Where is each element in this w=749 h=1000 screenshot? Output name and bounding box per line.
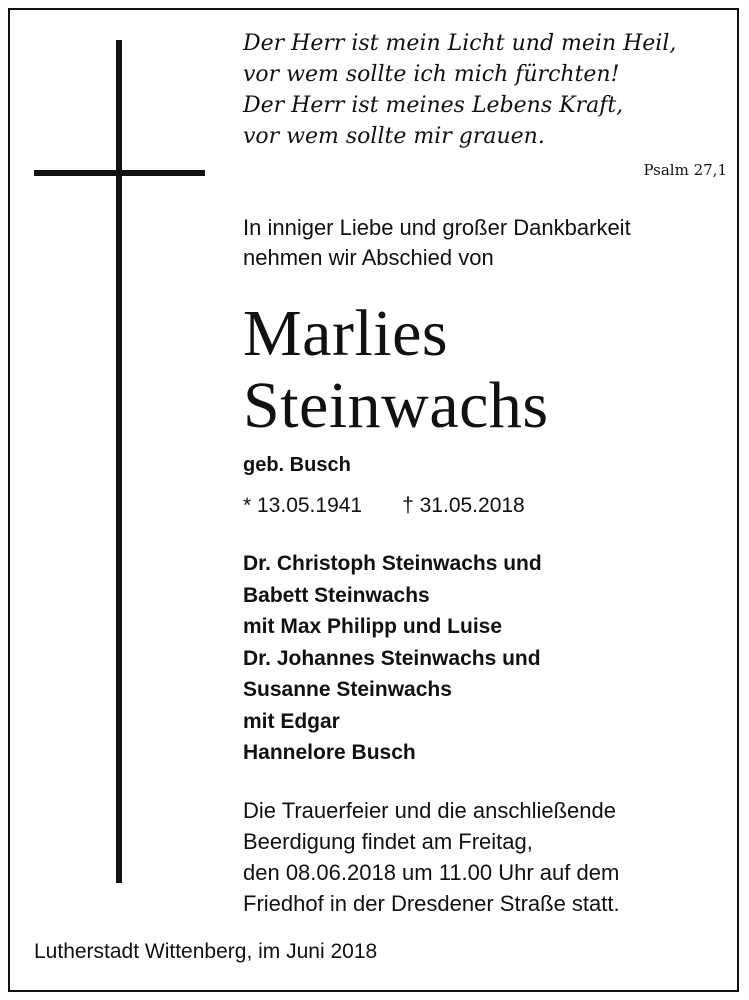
verse-line: vor wem sollte ich mich fürchten! — [243, 62, 620, 87]
mourner-line: Dr. Johannes Steinwachs und — [243, 646, 541, 670]
deceased-name — [243, 298, 549, 442]
funeral-line: Die Trauerfeier und die anschließende — [243, 798, 617, 823]
first-name: Marlies — [243, 297, 449, 370]
cross-vertical-bar — [116, 40, 122, 883]
maiden-name: geb. Busch — [243, 454, 351, 476]
verse-line: Der Herr ist mein Licht und mein Heil, — [243, 31, 677, 56]
funeral-line: Beerdigung findet am Freitag, — [243, 829, 533, 854]
verse-line: vor wem sollte mir grauen. — [243, 124, 545, 149]
bible-verse — [243, 28, 723, 152]
verse-source: Psalm 27,1 — [643, 161, 727, 179]
mourners-list — [243, 548, 542, 769]
place-and-date: Lutherstadt Wittenberg, im Juni 2018 — [34, 940, 378, 963]
funeral-line: Friedhof in der Dresdener Straße statt. — [243, 891, 620, 916]
mourner-line: Hannelore Busch — [243, 741, 416, 764]
funeral-info — [243, 795, 620, 919]
intro-line: In inniger Liebe und großer Dankbarkeit — [243, 215, 631, 240]
intro-line: nehmen wir Abschied von — [243, 245, 494, 270]
funeral-line: den 08.06.2018 um 11.00 Uhr auf dem — [243, 860, 620, 885]
mourner-line: Susanne Steinwachs — [243, 678, 452, 701]
death-date: † 31.05.2018 — [402, 494, 525, 517]
birth-date: * 13.05.1941 — [243, 494, 363, 517]
cross-horizontal-bar — [34, 170, 205, 176]
mourner-line: mit Max Philipp und Luise — [243, 615, 503, 638]
verse-line: Der Herr ist meines Lebens Kraft, — [243, 93, 624, 118]
intro-text — [243, 213, 631, 273]
mourner-line: mit Edgar — [243, 709, 340, 733]
life-dates — [243, 494, 525, 518]
mourner-line: Babett Steinwachs — [243, 583, 430, 607]
mourner-line: Dr. Christoph Steinwachs und — [243, 552, 542, 575]
last-name: Steinwachs — [243, 369, 549, 442]
